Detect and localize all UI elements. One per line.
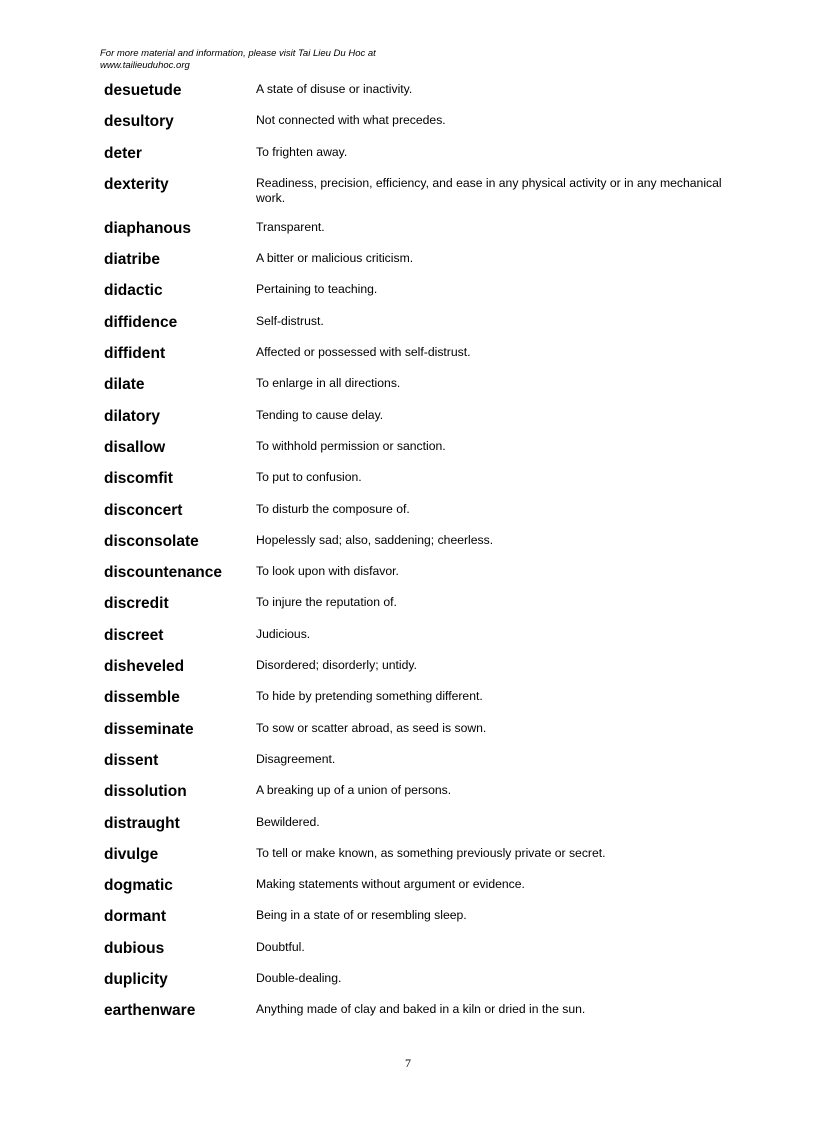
entry-row: [104, 251, 744, 282]
entry-word: disheveled: [104, 658, 185, 676]
entry-definition: To frighten away.: [256, 144, 348, 159]
entry-definition: Making statements without argument or evidence.: [256, 877, 525, 892]
entry-row: [104, 908, 744, 939]
entry-definition: Not connected with what precedes.: [256, 113, 446, 128]
entry-word: diatribe: [104, 251, 160, 269]
entry-definition: To injure the reputation of.: [256, 595, 397, 610]
entry-row: [104, 595, 744, 626]
entry-word: didactic: [104, 282, 163, 300]
entry-definition: Disordered; disorderly; untidy.: [256, 658, 417, 673]
entry-row: [104, 846, 744, 877]
entry-word: discreet: [104, 626, 164, 644]
entry-word: dilate: [104, 376, 145, 394]
entry-word: disconcert: [104, 501, 183, 519]
page-header: [100, 48, 376, 72]
entry-row: [104, 971, 744, 1002]
entry-definition: Double-dealing.: [256, 971, 342, 986]
entry-row: [104, 1002, 744, 1033]
entry-definition: Readiness, precision, efficiency, and ease in any physical activity or in any mechanical work.: [256, 175, 722, 205]
entry-row: [104, 783, 744, 814]
entry-definition: To put to confusion.: [256, 470, 362, 485]
entry-row: [104, 752, 744, 783]
entry-row: [104, 176, 744, 220]
entry-definition: To withhold permission or sanction.: [256, 438, 446, 453]
entry-word: divulge: [104, 845, 159, 863]
entry-word: duplicity: [104, 971, 168, 989]
entry-definition: To disturb the composure of.: [256, 501, 410, 516]
entry-word: discountenance: [104, 564, 222, 582]
entry-row: [104, 502, 744, 533]
entry-definition: A state of disuse or inactivity.: [256, 82, 413, 96]
entry-definition: To tell or make known, as something previously private or secret.: [256, 845, 606, 860]
entry-word: discomfit: [104, 470, 173, 488]
entry-row: [104, 220, 744, 251]
entry-row: [104, 470, 744, 501]
entry-word: deter: [104, 144, 142, 162]
entry-word: dogmatic: [104, 877, 173, 895]
entry-row: [104, 940, 744, 971]
entry-word: dissemble: [104, 689, 180, 707]
entry-word: desuetude: [104, 82, 182, 99]
entry-definition: Pertaining to teaching.: [256, 282, 378, 297]
entry-word: dissolution: [104, 783, 187, 801]
entry-row: [104, 689, 744, 720]
entry-definition: Transparent.: [256, 219, 325, 234]
entry-definition: Doubtful.: [256, 939, 305, 954]
entry-definition: Self-distrust.: [256, 313, 324, 328]
entry-row: [104, 627, 744, 658]
entry-row: [104, 721, 744, 752]
entry-word: discredit: [104, 595, 169, 613]
page-number: 7: [405, 1056, 411, 1070]
entry-definition: Tending to cause delay.: [256, 407, 384, 422]
entry-definition: Affected or possessed with self-distrust.: [256, 345, 471, 360]
entry-row: [104, 345, 744, 376]
entry-definition: To look upon with disfavor.: [256, 564, 399, 579]
entry-definition: A breaking up of a union of persons.: [256, 783, 452, 798]
entry-row: [104, 533, 744, 564]
entry-word: disallow: [104, 438, 166, 456]
entry-row: [104, 877, 744, 908]
entry-row: [104, 439, 744, 470]
entry-word: diaphanous: [104, 219, 191, 237]
entry-definition: Judicious.: [256, 626, 311, 641]
entry-definition: Disagreement.: [256, 751, 336, 766]
entry-row: [104, 113, 744, 144]
entry-row: [104, 145, 744, 176]
entry-row: [104, 564, 744, 595]
entry-word: dormant: [104, 908, 166, 926]
entry-word: earthenware: [104, 1002, 196, 1020]
entry-definition: To sow or scatter abroad, as seed is sown.: [256, 720, 487, 735]
entry-word: dexterity: [104, 175, 169, 193]
entry-definition: A bitter or malicious criticism.: [256, 251, 414, 266]
entry-word: distraught: [104, 814, 180, 832]
entry-definition: To hide by pretending something different.: [256, 689, 483, 704]
entry-definition: Hopelessly sad; also, saddening; cheerless.: [256, 532, 494, 547]
entry-row: [104, 408, 744, 439]
entry-definition: To enlarge in all directions.: [256, 376, 401, 391]
entry-row: [104, 658, 744, 689]
entry-row: [104, 282, 744, 313]
entry-word: dilatory: [104, 407, 160, 425]
entry-row: [104, 376, 744, 407]
entry-word: dissent: [104, 751, 159, 769]
entry-word: disseminate: [104, 720, 194, 738]
entry-word: diffidence: [104, 313, 178, 331]
entry-word: disconsolate: [104, 532, 199, 550]
entry-definition: Bewildered.: [256, 814, 320, 829]
entry-definition: Being in a state of or resembling sleep.: [256, 908, 467, 923]
entry-row: [104, 314, 744, 345]
entry-row: [104, 815, 744, 846]
vocabulary-list: [104, 82, 744, 1034]
entry-word: desultory: [104, 113, 174, 131]
header-notice: For more material and information, please visit Tai Lieu Du Hoc at: [100, 48, 376, 59]
entry-word: dubious: [104, 939, 165, 957]
entry-definition: Anything made of clay and baked in a kiln or dried in the sun.: [256, 1002, 586, 1017]
entry-row: [104, 82, 744, 113]
entry-word: diffident: [104, 345, 166, 363]
header-url: www.tailieuduhoc.org: [100, 60, 190, 71]
